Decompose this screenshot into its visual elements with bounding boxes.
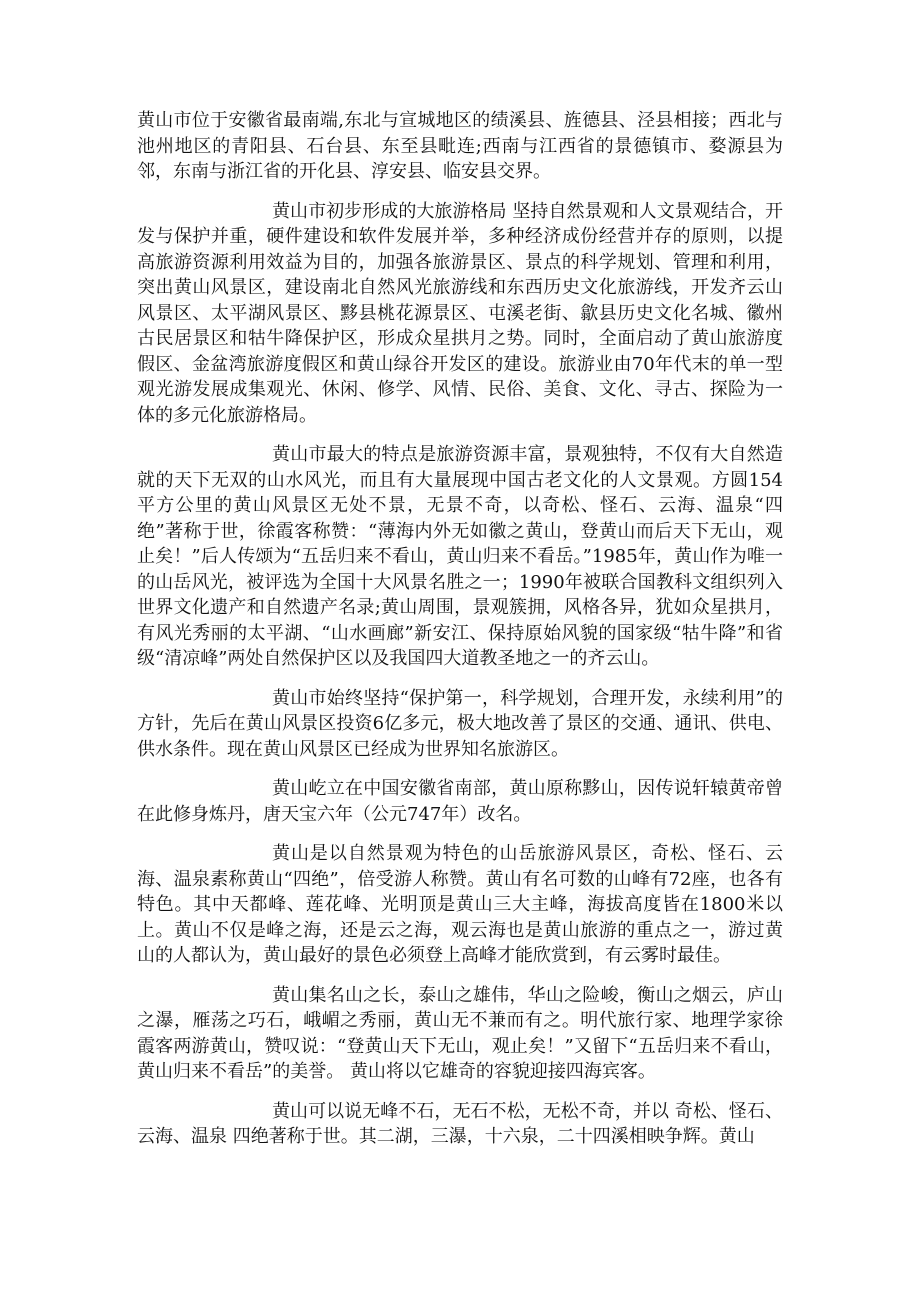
document-page [137,108,783,1164]
paragraph-tourism-layout: 黄山市初步形成的大旅游格局 坚持自然景观和人文景观结合，开发与保护并重，硬件建设和软件发展并举，多种经济成份经营并存的原则，以提高旅游资源利用效益为目的，加强各旅游景区、景点的科学规划、管理和利用，突出黄山风景区，建设南北自然风光旅游线和东西历史文化旅游线，开发齐云山风景区、太平湖风景区、黟县桃花源景区、屯溪老街、歙县历史文化名城、徽州古民居景区和牯牛降保护区，形成众星拱月之势。同时，全面启动了黄山旅游度假区、金盆湾旅游度假区和黄山绿谷开发区的建设。旅游业由70年代末的单一型观光游发展成集观光、休闲、修学、风情、民俗、美食、文化、寻古、探险为一体的多元化旅游格局。 [137,200,783,426]
paragraph-four-wonders: 黄山是以自然景观为特色的山岳旅游风景区，奇松、怪石、云海、温泉素称黄山“四绝”，倍受游人称赞。黄山有名可数的山峰有72座，也各有特色。其中天都峰、莲花峰、光明顶是黄山三大主峰，海拔高度皆在1800米以上。黄山不仅是峰之海，还是云之海，观云海也是黄山旅游的重点之一，游过黄山的人都认为，黄山最好的景色必须登上高峰才能欣赏到，有云雾时最佳。 [137,843,783,966]
paragraph-famous-mountains: 黄山集名山之长，泰山之雄伟，华山之险峻，衡山之烟云，庐山之瀑，雁荡之巧石，峨嵋之秀丽，黄山无不兼而有之。明代旅行家、地理学家徐霞客两游黄山，赞叹说：“登黄山天下无山，观止矣！”又留下“五岳归来不看山，黄山归来不看岳”的美誉。 黄山将以它雄奇的容貌迎接四海宾客。 [137,984,783,1082]
paragraph-location: 黄山市位于安徽省最南端,东北与宣城地区的绩溪县、旌德县、泾县相接；西北与池州地区的青阳县、石台县、东至县毗连;西南与江西省的景德镇市、婺源县为邻，东南与浙江省的开化县、淳安县、临安县交界。 [137,110,783,182]
paragraph-name-origin: 黄山屹立在中国安徽省南部，黄山原称黟山，因传说轩辕黄帝曾在此修身炼丹，唐天宝六年（公元747年）改名。 [137,778,783,825]
paragraph-tourism-resources: 黄山市最大的特点是旅游资源丰富，景观独特，不仅有大自然造就的天下无双的山水风光，而且有大量展现中国古老文化的人文景观。方圆154平方公里的黄山风景区无处不景，无景不奇，以奇松、怪石、云海、温泉“四绝”著称于世，徐霞客称赞：“薄海内外无如徽之黄山，登黄山而后天下无山，观止矣！”后人传颂为“五岳归来不看山，黄山归来不看岳。”1985年，黄山作为唯一的山岳风光，被评选为全国十大风景名胜之一；1990年被联合国教科文组织列入世界文化遗产和自然遗产名录;黄山周围，景观簇拥，风格各异，犹如众星拱月，有风光秀丽的太平湖、“山水画廊”新安江、保持原始风貌的国家级“牯牛降”和省级“清凉峰”两处自然保护区以及我国四大道教圣地之一的齐云山。 [137,444,783,669]
paragraph-peaks-and-pines: 黄山可以说无峰不石，无石不松，无松不奇，并以 奇松、怪石、云海、温泉 四绝著称于世。其二湖，三瀑，十六泉，二十四溪相映争辉。黄山 [137,1100,783,1147]
paragraph-protection-policy: 黄山市始终坚持“保护第一，科学规划，合理开发，永续利用”的方针，先后在黄山风景区投资6亿多元，极大地改善了景区的交通、通讯、供电、供水条件。现在黄山风景区已经成为世界知名旅游区。 [137,687,783,760]
